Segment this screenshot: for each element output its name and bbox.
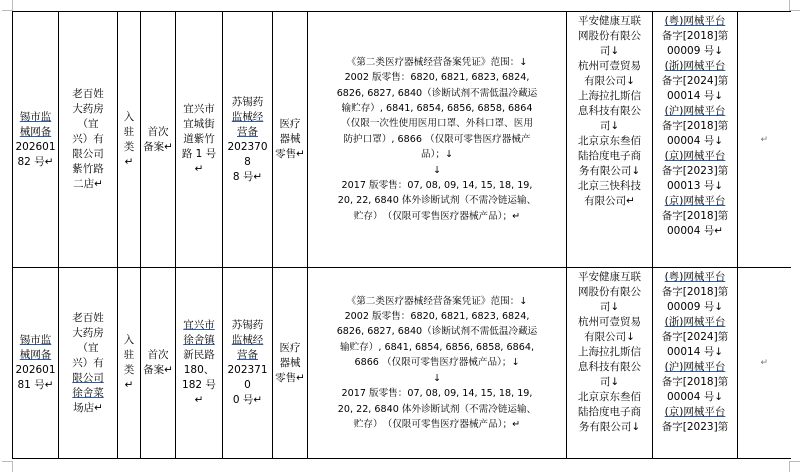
cell-line: 00009 号↓	[666, 45, 724, 57]
cell-line: 贮存） （仅限可零售医疗器械产品）；↵	[353, 210, 521, 222]
cell-line: 司↓	[599, 301, 620, 313]
cell-line: 兴）有	[72, 356, 104, 369]
table-body	[13, 12, 791, 459]
cell-line: 6866 （仅限可零售医疗器械产品）；↓	[354, 357, 520, 369]
cell-line: 00013 号↓	[666, 180, 724, 192]
row-end-cell	[738, 268, 791, 459]
cell-line: 道紫竹	[183, 133, 215, 145]
cell-line: 00014 号↓	[666, 90, 724, 102]
cell-line: 网股份有限公	[578, 30, 641, 42]
business-category-cell	[273, 268, 308, 459]
cell-line: 锡市监	[19, 334, 52, 346]
cell-line: (浙)网械平台	[664, 316, 726, 328]
cell-line: 北京三快科技	[578, 180, 641, 192]
cell-line: (粤)网械平台	[664, 271, 726, 283]
cell-line: ↓	[432, 372, 442, 384]
cell-line: 司↓	[599, 376, 620, 388]
row-end-cell	[738, 12, 791, 268]
cell-line: (京)网械平台	[664, 150, 726, 162]
cell-line: (粤)网械平台	[664, 15, 726, 27]
cell-line: 2017 版零售：07, 08, 09, 14, 15, 18, 19,	[341, 388, 533, 400]
license-number-cell	[223, 12, 273, 268]
cell-line: 徐舍菜	[72, 386, 104, 399]
cell-line: 00009 号↓	[666, 301, 724, 313]
cell-line: 网股份有限公	[578, 286, 641, 298]
registrar-number-cell	[13, 12, 59, 268]
cell-line: 备字[2023]第	[661, 165, 729, 177]
cell-line: 备字[2018]第	[661, 210, 729, 222]
page-corner-mark	[789, 0, 800, 11]
cell-line: 老百姓	[72, 88, 104, 100]
cell-line: 驻	[123, 349, 135, 361]
cell-line: 入	[123, 110, 135, 123]
cell-line: 备字[2018]第	[661, 30, 729, 42]
platform-filing-cell	[653, 268, 738, 459]
page-corner-mark	[2, 461, 13, 472]
cell-line: ↓	[432, 164, 442, 176]
cell-line: 营备	[237, 349, 258, 361]
cell-line: 息科技有限公	[578, 361, 641, 373]
address-cell	[176, 12, 223, 268]
cell-line: 北京京东叁佰	[578, 135, 641, 147]
cell-line: 息科技有限公	[578, 105, 641, 117]
cell-line: 《第二类医疗器械经营备案凭证》范围：↓	[346, 295, 528, 307]
platform-filing-cell	[653, 12, 738, 268]
cell-line: 20, 22, 6840 体外诊断试剂（不需冷链运输、	[337, 403, 537, 415]
table-row	[13, 12, 791, 268]
cell-line: (京)网械平台	[664, 195, 726, 207]
cell-line: 宜兴市	[183, 319, 215, 331]
cell-line: (沪)网械平台	[664, 105, 726, 117]
cell-line: 防护口罩）, 6866 （仅限可零售医疗器械产	[343, 133, 531, 145]
cell-line: 备字[2018]第	[661, 120, 729, 132]
cell-line: 182 号↵	[182, 379, 216, 406]
cell-line: 平安健康互联	[578, 15, 641, 27]
paragraph-mark: ↵	[760, 134, 769, 145]
cell-line: 00004 号↓	[666, 391, 724, 403]
cell-line: 徐舍镇	[183, 334, 215, 346]
cell-line: 上海拉扎斯信	[578, 346, 641, 358]
cell-line: 械网备	[19, 125, 52, 138]
cell-line: 紫竹路	[72, 163, 104, 175]
cell-line: 医疗	[279, 118, 301, 130]
cell-line: 2023710	[227, 364, 268, 391]
cell-line: （宜	[77, 118, 99, 130]
paragraph-mark: ↵	[760, 358, 769, 368]
cell-line: 杭州可壹贸易	[578, 316, 641, 328]
cell-line: 北京京东叁佰	[578, 391, 641, 403]
cell-line: 路 1 号↵	[181, 148, 217, 175]
cell-line: 场店↵	[73, 401, 103, 414]
cell-line: 上海拉扎斯信	[578, 90, 641, 102]
cell-line: 备字[2024]第	[661, 75, 729, 87]
cell-line: 平安健康互联	[578, 271, 641, 283]
cell-line: 锡市监	[19, 110, 52, 123]
cell-line: 苏锡药	[231, 95, 264, 108]
cell-line: 输贮存）, 6841, 6854, 6856, 6858, 6864,	[340, 341, 534, 353]
company-name-cell	[59, 12, 118, 268]
cell-line: 2002 版零售：6820, 6821, 6823, 6824,	[344, 311, 530, 323]
cell-line: 贮存） （仅限可零售医疗器械产品）；↵	[353, 418, 521, 430]
cell-line: （仅限一次性使用医用口罩、外科口罩、医用	[341, 118, 533, 130]
cell-line: 器械	[279, 356, 301, 369]
cell-line: 器械	[279, 133, 301, 145]
cell-line: 82 号↵	[17, 155, 54, 168]
cell-line: 入	[123, 334, 135, 346]
cell-line: 00004 号↵	[666, 225, 724, 237]
cell-line: 陆拾度电子商	[578, 406, 641, 418]
cell-line: 司↓	[599, 120, 620, 132]
filing-table	[12, 11, 791, 459]
record-type-cell	[141, 12, 176, 268]
cell-line: 老百姓	[72, 311, 104, 324]
cell-line: 8 号↵	[232, 170, 263, 183]
cell-line: 20, 22, 6840 体外诊断试剂（不需冷链运输、	[337, 195, 537, 207]
platform-company-cell	[567, 268, 653, 459]
cell-line: 有限公司↵	[584, 195, 635, 207]
page-corner-mark	[789, 461, 800, 472]
cell-line: 《第二类医疗器械经营备案凭证》范围：↓	[346, 56, 528, 68]
cell-line: 大药房	[72, 326, 104, 339]
cell-line: 宜兴市	[183, 103, 215, 115]
cell-line: 务有限公司↓	[578, 165, 641, 177]
cell-line: 备字[2018]第	[661, 376, 729, 388]
license-number-cell	[223, 268, 273, 459]
entry-type-cell	[118, 268, 141, 459]
cell-line: 驻	[123, 125, 135, 138]
cell-line: 监械经	[231, 334, 264, 346]
cell-line: （宜	[77, 341, 99, 354]
cell-line: 限公司	[72, 371, 104, 384]
platform-company-cell	[567, 12, 653, 268]
cell-line: 械网备	[19, 349, 52, 361]
cell-line: 首次	[147, 349, 169, 361]
cell-line: 2017 版零售：07, 08, 09, 14, 15, 18, 19,	[341, 180, 533, 192]
cell-line: 0 号↵	[232, 394, 263, 406]
cell-line: 零售↵	[275, 371, 305, 384]
cell-line: 202601	[15, 140, 56, 153]
table-row	[13, 268, 791, 459]
cell-line: (京)网械平台	[664, 406, 726, 418]
cell-line: 备案↵	[143, 364, 173, 376]
cell-line: 二店↵	[73, 178, 103, 190]
cell-line: 有限公司↓	[584, 75, 635, 87]
cell-line: 大药房	[72, 103, 104, 115]
cell-line: 有限公司↓	[584, 331, 635, 343]
cell-line: 司↓	[599, 45, 620, 57]
cell-line: 备字[2018]第	[661, 286, 729, 298]
registrar-number-cell	[13, 268, 59, 459]
cell-line: 6826, 6827, 6840（诊断试剂不需低温冷藏运	[336, 326, 538, 338]
cell-line: 苏锡药	[231, 319, 264, 331]
cell-line: 首次	[147, 125, 169, 138]
cell-line: 零售↵	[275, 148, 305, 160]
cell-line: 输贮存）, 6841, 6854, 6856, 6858, 6864	[341, 102, 533, 114]
cell-line: 杭州可壹贸易	[578, 60, 641, 72]
company-name-cell	[59, 268, 118, 459]
cell-line: 类↵	[123, 140, 135, 168]
cell-line: 备案↵	[143, 140, 173, 153]
cell-line: 备字[2024]第	[661, 331, 729, 343]
cell-line: 2023708	[227, 140, 268, 168]
entry-type-cell	[118, 12, 141, 268]
cell-line: 6826, 6827, 6840（诊断试剂不需低温冷藏运	[336, 87, 538, 99]
cell-line: (沪)网械平台	[664, 361, 726, 373]
cell-line: (浙)网械平台	[664, 60, 726, 72]
cell-line: 医疗	[279, 341, 301, 354]
cell-line: 类↵	[123, 364, 135, 391]
cell-line: 宜城街	[183, 118, 215, 130]
cell-line: 180、	[183, 364, 215, 376]
cell-line: 陆拾度电子商	[578, 150, 641, 162]
address-cell	[176, 268, 223, 459]
cell-line: 81 号↵	[17, 379, 54, 391]
cell-line: 2002 版零售：6820, 6821, 6823, 6824,	[344, 72, 530, 84]
cell-line: 202601	[15, 364, 56, 376]
business-scope-cell	[308, 268, 567, 459]
cell-line: 00004 号↓	[666, 135, 724, 147]
cell-line: 限公司	[72, 148, 104, 160]
page-corner-mark	[2, 0, 13, 11]
cell-line: 监械经	[231, 110, 264, 123]
cell-line: 00014 号↓	[666, 346, 724, 358]
cell-line: 品）；↓	[420, 149, 454, 161]
cell-line: 备字[2023]第	[661, 421, 729, 433]
business-scope-cell	[308, 12, 567, 268]
cell-line: 营备	[237, 125, 258, 138]
record-type-cell	[141, 268, 176, 459]
cell-line: 新民路	[183, 349, 215, 361]
cell-line: 务有限公司↓	[578, 421, 641, 433]
business-category-cell	[273, 12, 308, 268]
cell-line: 兴）有	[72, 133, 104, 145]
